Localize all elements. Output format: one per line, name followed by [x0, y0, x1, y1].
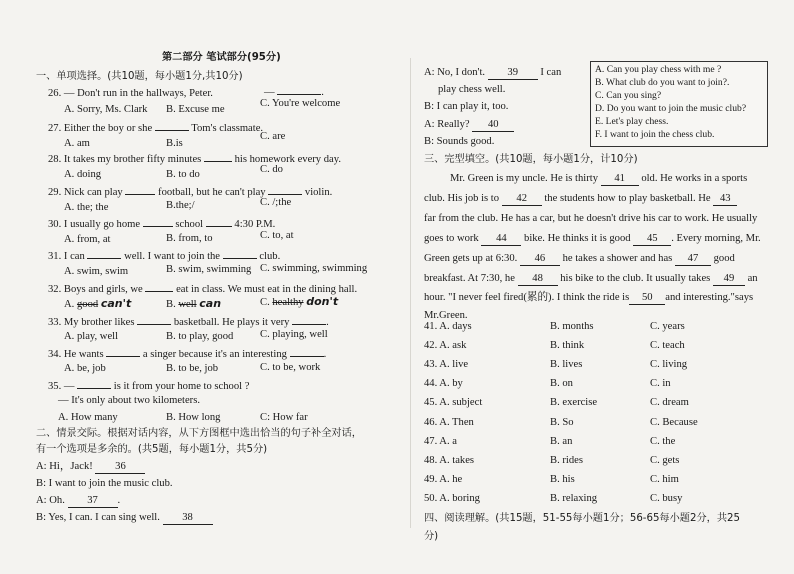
q32-handwritten-b: can — [199, 297, 222, 310]
q31-option-c: C. swimming, swimming — [260, 263, 368, 274]
cloze-choice-47-c: C. the — [650, 435, 676, 447]
q28-option-b: B. to do — [166, 169, 200, 180]
q27-option-c: C. are — [260, 131, 286, 142]
cloze-choice-45-a: 45. A. subject — [424, 397, 483, 409]
dialogue-line-8: B: Sounds good. — [424, 136, 495, 147]
q34-option-a: A. be, job — [64, 363, 106, 374]
q34-option-c: C. to be, work — [260, 362, 321, 373]
passage-line-6: breakfast. At 7:30, he 48 his bike to the club. It usually takes 49 an — [424, 273, 758, 284]
q26-option-b: B. Excuse me — [166, 104, 225, 115]
cloze-choice-48-b: B. rides — [550, 454, 583, 466]
column-divider — [410, 58, 411, 528]
q31-option-a: A. swim, swim — [64, 266, 129, 277]
q32-option-c: C. healthy don't — [260, 295, 339, 308]
passage-line-2: club. His job is to 42 the students how to play basketball. He 43 — [424, 192, 737, 206]
q27-option-b: B.is — [166, 138, 183, 149]
dialogue-line-2: B: I want to join the music club. — [36, 478, 173, 489]
passage-line-8: Mr.Green. — [424, 310, 468, 321]
q30-option-c: C. to, at — [260, 230, 294, 241]
cloze-choice-47-b: B. an — [550, 435, 573, 447]
q35-answer-line: — It's only about two kilometers. — [58, 395, 200, 406]
q29-option-c: C. /;the — [260, 197, 292, 208]
dialogue-line-1: A: Hi，Jack! 36 — [36, 460, 145, 474]
cloze-choice-46-c: C. Because — [650, 416, 698, 428]
dialogue-line-3: A: Oh. 37 . — [36, 495, 121, 506]
dialogue-line-5-cont: play chess well. — [438, 84, 506, 95]
passage-line-7: hour. "I never feel fired(累的). I think the ride is 50 and interesting."says — [424, 292, 754, 303]
q31-stem: 31. I can well. I want to join the club. — [48, 248, 280, 263]
q34-stem: 34. He wants a singer because it's an interesting . — [48, 346, 326, 361]
cloze-choice-44-a: 44. A. by — [424, 378, 463, 390]
cloze-choice-48-c: C. gets — [650, 454, 680, 466]
cloze-choice-50-c: C. busy — [650, 492, 683, 504]
cloze-choice-41-c: C. years — [650, 321, 685, 332]
q26-reply: — . — [264, 84, 324, 99]
q28-option-a: A. doing — [64, 169, 102, 180]
cloze-choice-46-a: 46. A. Then — [424, 416, 474, 428]
q32-handwritten-c: don't — [306, 295, 339, 308]
q33-option-c: C. playing, well — [260, 329, 328, 340]
q30-option-a: A. from, at — [64, 234, 111, 245]
q32-option-b: B. well can — [166, 297, 222, 310]
cloze-choice-44-b: B. on — [550, 378, 573, 390]
q35-option-a: A. How many — [58, 412, 118, 423]
section1-heading: 一、单项选择。(共10题，每小题1分,共10分) — [36, 71, 243, 82]
q29-option-a: A. the; the — [64, 202, 109, 213]
section2-heading-line2: 有一个选项是多余的。(共5题，每小题1分，共5分) — [36, 444, 268, 455]
q29-option-b: B.the;/ — [166, 200, 195, 211]
q35-option-b: B. How long — [166, 412, 221, 423]
dialogue-line-5: A: No, I don't. 39 I can — [424, 67, 562, 78]
section4-heading: 四、阅读理解。(共15题，51-55每小题1分；56-65每小题2分，共25 — [424, 513, 741, 524]
cloze-choice-43-b: B. lives — [550, 359, 583, 371]
cloze-choice-50-a: 50. A. boring — [424, 492, 480, 504]
dialogue-line-4: B: Yes, I can. I can sing well. 38 — [36, 511, 213, 525]
option-b: B. What club do you want to join?. — [595, 77, 730, 88]
q35-stem: 35. — is it from your home to school ? — [48, 378, 249, 393]
section4-heading-line2: 分) — [424, 531, 439, 542]
q28-stem: 28. It takes my brother fifty minutes his homework every day. — [48, 151, 341, 166]
cloze-choice-49-b: B. his — [550, 473, 575, 485]
section3-heading: 三、完型填空。(共10题，每小题1分，计10分) — [424, 154, 638, 165]
q31-option-b: B. swim, swimming — [166, 264, 252, 275]
cloze-choice-41-a: 41. A. days — [424, 321, 472, 332]
q33-option-b: B. to play, good — [166, 331, 234, 342]
passage-line-1: Mr. Green is my uncle. He is thirty 41 old. He works in a sports — [450, 173, 748, 184]
q34-option-b: B. to be, job — [166, 363, 219, 374]
cloze-choice-43-a: 43. A. live — [424, 359, 469, 371]
cloze-choice-43-c: C. living — [650, 359, 688, 371]
q35-option-c: C: How far — [260, 412, 308, 423]
q27-option-a: A. am — [64, 138, 90, 149]
dialogue-options-box — [590, 61, 768, 147]
cloze-choice-50-b: B. relaxing — [550, 492, 598, 504]
option-f: F. I want to join the chess club. — [595, 129, 715, 140]
cloze-choice-44-c: C. in — [650, 378, 671, 390]
cloze-choice-42-b: B. think — [550, 340, 585, 352]
cloze-choice-45-b: B. exercise — [550, 397, 598, 409]
cloze-choice-45-c: C. dream — [650, 397, 689, 409]
dialogue-line-7: A: Really? 40 — [424, 118, 514, 132]
q26-option-c: C. You're welcome — [260, 98, 341, 109]
option-d: D. Do you want to join the music club? — [595, 103, 747, 114]
q26-option-a: A. Sorry, Ms. Clark — [64, 104, 148, 115]
q32-option-a: A. good can't — [64, 297, 132, 310]
cloze-choice-46-b: B. So — [550, 416, 574, 428]
option-e: E. Let's play chess. — [595, 116, 669, 127]
q32-handwritten-a: can't — [100, 297, 132, 310]
cloze-choice-49-c: C. him — [650, 473, 679, 485]
cloze-choice-48-a: 48. A. takes — [424, 454, 475, 466]
cloze-choice-42-a: 42. A. ask — [424, 340, 467, 352]
q30-option-b: B. from, to — [166, 233, 213, 244]
q30-stem: 30. I usually go home school 4:30 P.M. — [48, 216, 275, 231]
option-c: C. Can you sing? — [595, 90, 662, 101]
passage-line-4: goes to work 44 bike. He thinks it is good 45 . Every morning, Mr. — [424, 233, 761, 244]
q33-stem: 33. My brother likes basketball. He plays it very . — [48, 314, 329, 329]
q33-option-a: A. play, well — [64, 331, 119, 342]
q27-stem: 27. Either the boy or she Tom's classmate. — [48, 120, 263, 135]
part-title: 第二部分 笔试部分(95分) — [162, 52, 281, 63]
q26-stem: 26. — Don't run in the hallways, Peter. — [48, 88, 213, 99]
passage-line-5: Green gets up at 6:30. 46 he takes a shower and has 47 good — [424, 253, 735, 264]
passage-line-3: far from the club. He has a car, but he doesn't drive his car to work. He usually — [424, 213, 758, 224]
cloze-choice-47-a: 47. A. a — [424, 435, 457, 447]
cloze-choice-49-a: 49. A. he — [424, 473, 463, 485]
q29-stem: 29. Nick can play football, but he can't play violin. — [48, 184, 332, 199]
dialogue-line-6: B: I can play it, too. — [424, 101, 509, 112]
option-a: A. Can you play chess with me ? — [595, 64, 722, 75]
q28-option-c: C. do — [260, 164, 283, 175]
q32-stem: 32. Boys and girls, we eat in class. We must eat in the dining hall. — [48, 281, 357, 296]
cloze-choice-42-c: C. teach — [650, 340, 685, 352]
cloze-choice-41-b: B. months — [550, 321, 594, 332]
section2-heading: 二、情景交际。根据对话内容，从下方图框中选出恰当的句子补全对话， — [36, 428, 362, 439]
